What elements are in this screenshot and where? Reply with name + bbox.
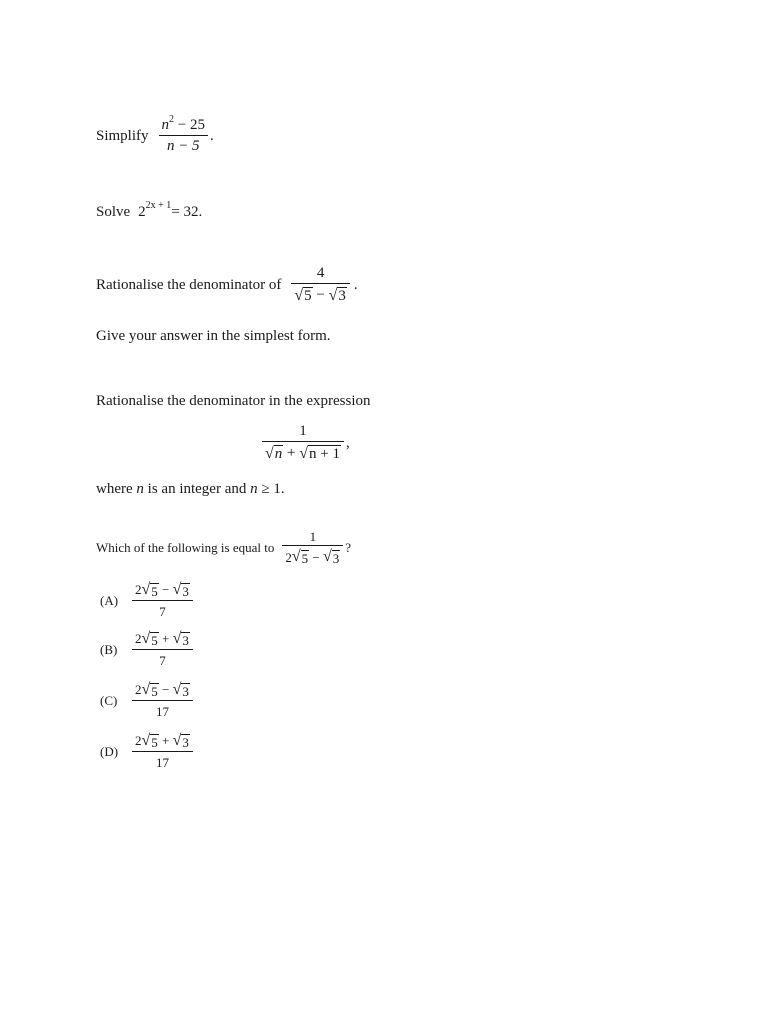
question-multiple-choice — [96, 530, 351, 565]
option-fraction: 2 √ 5 + √ 3 7 — [132, 631, 193, 669]
q1-num-exp: 2 — [169, 114, 175, 125]
q4-trail: , — [346, 434, 350, 451]
q5-num: 1 — [309, 529, 317, 544]
q3-instruction: Give your answer in the simplest form. — [96, 328, 331, 344]
q4-expression — [262, 424, 350, 462]
q1-num-base: n — [161, 117, 170, 133]
q1-lead: Simplify — [96, 127, 149, 144]
q3-lead: Rationalise the denominator of — [96, 276, 282, 293]
q1-num-rest: − 25 — [174, 117, 205, 133]
answer-option[interactable] — [100, 682, 193, 720]
q1-fraction — [159, 114, 208, 154]
question-simplify — [96, 114, 214, 154]
option-label: (A) — [100, 593, 119, 608]
answer-option[interactable] — [100, 582, 193, 620]
q4-condition: where n is an integer and n ≥ 1. — [96, 481, 285, 497]
option-fraction: 2 √ 5 − √ 3 7 — [132, 582, 193, 620]
option-label: (B) — [100, 642, 118, 657]
q3-r1: 5 — [304, 288, 312, 304]
q2-rest: = 32. — [171, 204, 203, 220]
q4-num: 1 — [299, 423, 307, 439]
q4-r1: n — [274, 446, 283, 462]
option-fraction: 2 √ 5 + √ 3 17 — [132, 733, 193, 771]
option-label: (C) — [100, 693, 118, 708]
q5-fraction: 1 2 √ 5 − √ 3 — [282, 530, 343, 565]
q2-base: 2 — [138, 204, 146, 220]
option-label: (D) — [100, 744, 119, 759]
q2-exp: 2x + 1 — [145, 199, 172, 211]
q3-fraction: 4 √ 5 − √ 3 — [291, 266, 350, 304]
q4-fraction: 1 √ n + √ n + 1 — [262, 424, 344, 462]
q2-lead: Solve — [96, 204, 131, 220]
q3-op: − — [312, 287, 329, 303]
answer-option[interactable] — [100, 631, 193, 669]
option-fraction: 2 √ 5 − √ 3 17 — [132, 682, 193, 720]
q5-lead: Which of the following is equal to — [96, 540, 275, 555]
q3-trail: . — [353, 276, 358, 293]
q4-line1: Rationalise the denominator in the expression — [96, 393, 371, 409]
q1-trail: . — [209, 127, 214, 144]
q4-op: + — [283, 445, 300, 461]
q4-r2: n + 1 — [309, 446, 340, 462]
question-solve — [96, 199, 203, 220]
answer-option[interactable] — [100, 733, 193, 771]
q3-num: 4 — [316, 265, 325, 281]
q5-trail: ? — [345, 540, 352, 555]
q1-den: n − 5 — [166, 138, 200, 154]
q3-r2: 3 — [338, 288, 346, 304]
question-rationalise-1 — [96, 266, 358, 304]
